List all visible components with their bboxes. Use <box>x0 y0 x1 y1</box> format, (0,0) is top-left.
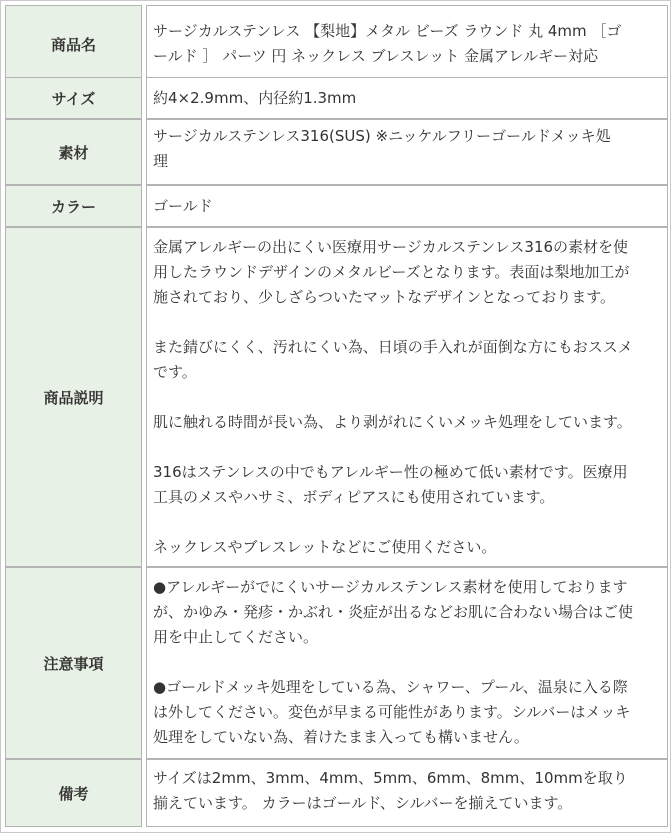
notes-paragraph: ●ゴールドメッキ処理をしている為、シャワー、プール、温泉に入る際 は外してください。変色が早まる可能性があります。シルバーはメッキ 処理をしていない為、着けたまま入っても構いません。 <box>153 678 631 746</box>
material-text: サージカルステンレス316(SUS) ※ニッケルフリーゴールドメッキ処 理 <box>153 127 611 170</box>
notes-paragraph: ●アレルギーがでにくいサージカルステンレス素材を使用しております が、かゆみ・発疹・かぶれ・炎症が出るなどお肌に合わない場合はご使 用を中止してください。 <box>153 578 634 646</box>
spec-label: 素材 <box>5 119 142 185</box>
spec-value <box>146 119 668 185</box>
spec-value <box>146 5 668 83</box>
description-paragraph: ネックレスやブレスレットなどにご使用ください。 <box>153 538 497 556</box>
spec-row-description <box>5 227 668 567</box>
spec-row-product-name <box>5 5 668 83</box>
spec-value <box>146 567 668 759</box>
spec-value <box>146 759 668 827</box>
product-name-text: サージカルステンレス 【梨地】メタル ビーズ ラウンド 丸 4mm ［ゴ ールド ］ パーツ 円 ネックレス ブレスレット 金属アレルギー対応 <box>153 22 622 65</box>
description-paragraph: 金属アレルギーの出にくい医療用サージカルステンレス316の素材を使 用したラウンドデザインのメタルビーズとなります。表面は梨地加工が 施されており、少しざらついたマットなデザインとなっております。 <box>153 238 630 306</box>
spec-row-notes <box>5 567 668 759</box>
description-paragraph: また錆びにくく、汚れにくい為、日頃の手入れが面倒な方にもおススメ です。 <box>153 338 633 381</box>
spec-row-material <box>5 119 668 185</box>
color-text: ゴールド <box>153 196 213 215</box>
spec-value <box>146 77 668 119</box>
spec-row-size <box>5 77 668 119</box>
spec-label: 商品説明 <box>5 227 142 567</box>
spec-label: 注意事項 <box>5 567 142 759</box>
remarks-text: サイズは2mm、3mm、4mm、5mm、6mm、8mm、10mmを取り 揃えています。 カラーはゴールド、シルバーを揃えています。 <box>153 769 628 812</box>
spec-label: 商品名 <box>5 5 142 83</box>
size-text: 約4×2.9mm、内径約1.3mm <box>153 88 357 107</box>
description-paragraph: 肌に触れる時間が長い為、より剥がれにくいメッキ処理をしています。 <box>153 413 632 431</box>
spec-row-color <box>5 185 668 227</box>
spec-label: カラー <box>5 185 142 227</box>
description-paragraph: 316はステンレスの中でもアレルギー性の極めて低い素材です。医療用 工具のメスやハサミ、ボディピアスにも使用されています。 <box>153 463 628 506</box>
spec-value <box>146 185 668 227</box>
spec-value <box>146 227 668 567</box>
spec-label: サイズ <box>5 77 142 119</box>
spec-row-remarks <box>5 759 668 827</box>
spec-label: 備考 <box>5 759 142 827</box>
